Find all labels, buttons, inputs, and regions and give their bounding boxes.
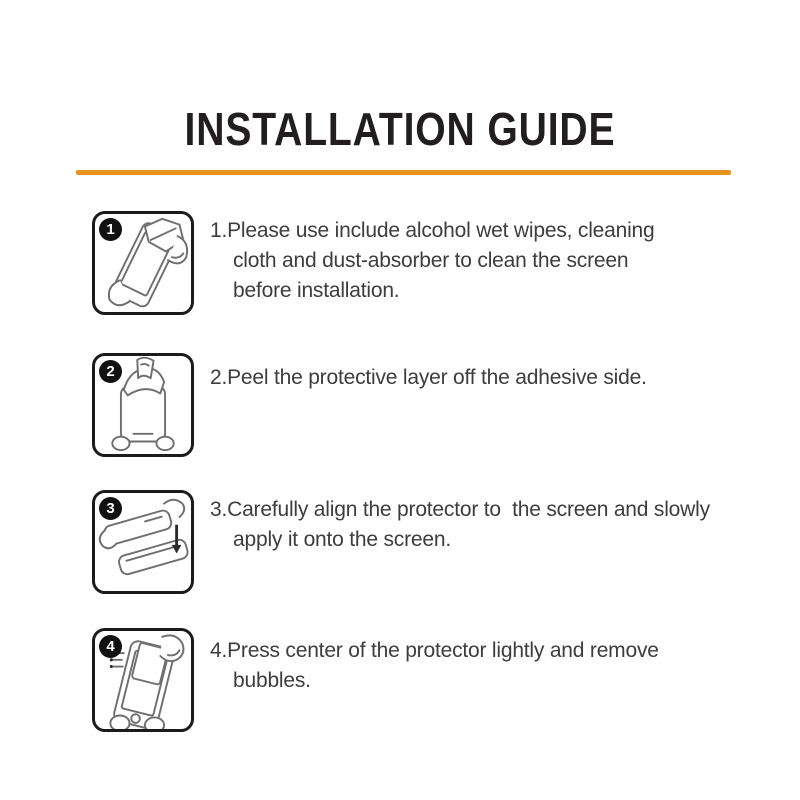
step-4-line-2: bubbles.: [233, 669, 311, 692]
step-4-number-badge: 4: [99, 635, 122, 658]
step-4-line-1: 4.Press center of the protector lightly and remove: [210, 639, 659, 662]
step-1-text: [210, 216, 655, 306]
step-1-number-badge: 1: [99, 218, 122, 241]
step-4-illustration-box: [92, 628, 194, 732]
step-3-number-badge: 3: [99, 497, 122, 520]
step-3-text: [210, 495, 710, 555]
orange-divider-line: [76, 170, 731, 175]
step-4-text: [210, 636, 659, 696]
step-1-line-1: 1.Please use include alcohol wet wipes, cleaning: [210, 219, 655, 242]
step-2-number-badge: 2: [99, 360, 122, 383]
step-2-text: [210, 363, 647, 393]
step-2-illustration-box: [92, 353, 194, 457]
step-2-line-1: 2.Peel the protective layer off the adhesive side.: [210, 366, 647, 389]
step-1-line-3: before installation.: [233, 279, 400, 302]
step-3-line-1: 3.Carefully align the protector to the screen and slowly: [210, 498, 710, 521]
step-1-line-2: cloth and dust-absorber to clean the screen: [233, 249, 629, 272]
page-title: INSTALLATION GUIDE: [184, 103, 616, 155]
step-3-line-2: apply it onto the screen.: [233, 528, 451, 551]
step-3-illustration-box: [92, 490, 194, 594]
step-1-illustration-box: [92, 211, 194, 315]
